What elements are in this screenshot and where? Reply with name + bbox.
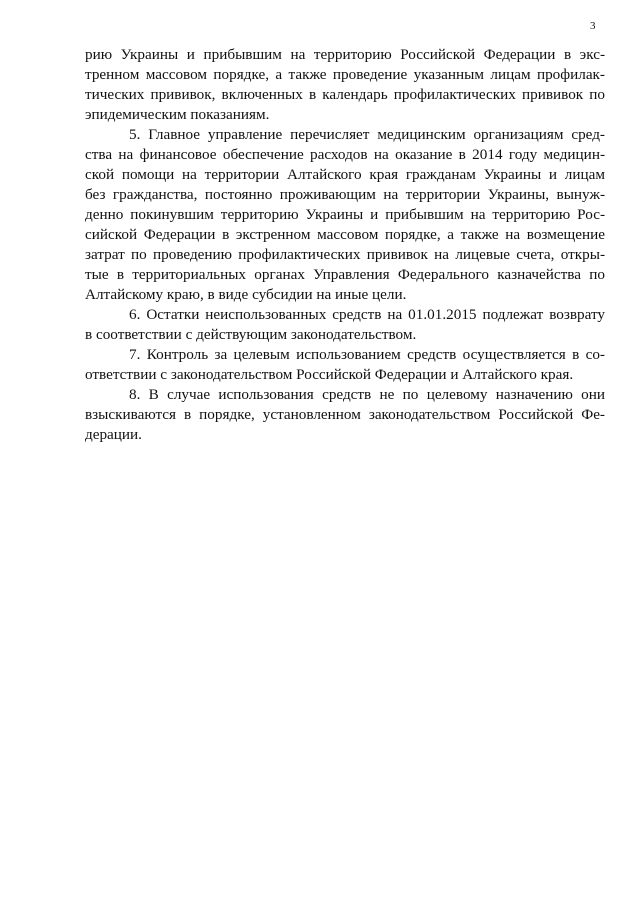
text-line: тые в территориальных органах Управления Федерального казначейства по <box>85 266 605 283</box>
text-line: 5. Главное управление перечисляет медицинским организациям сред- <box>129 126 605 143</box>
text-line: рию Украины и прибывшим на территорию Российской Федерации в экс- <box>85 46 605 63</box>
document-body <box>85 45 605 445</box>
text-line: затрат по проведению профилактических прививок на лицевые счета, откры- <box>85 246 605 263</box>
text-line: ской помощи на территории Алтайского края гражданам Украины и лицам <box>85 166 605 183</box>
text-line: в соответствии с действующим законодательством. <box>85 326 417 343</box>
text-line: эпидемическим показаниям. <box>85 106 270 123</box>
text-line: Алтайскому краю, в виде субсидии на иные цели. <box>85 286 407 303</box>
text-line: дерации. <box>85 426 142 443</box>
text-line: денно покинувшим территорию Украины и прибывшим на территорию Рос- <box>85 206 605 223</box>
text-line: без гражданства, постоянно проживающим на территории Украины, вынуж- <box>85 186 605 203</box>
page-number: 3 <box>590 20 596 32</box>
text-line: 8. В случае использования средств не по целевому назначению они <box>129 386 605 403</box>
text-line: ства на финансовое обеспечение расходов на оказание в 2014 году медицин- <box>85 146 605 163</box>
text-line: взыскиваются в порядке, установленном законодательством Российской Фе- <box>85 406 605 423</box>
text-line: тических прививок, включенных в календарь профилактических прививок по <box>85 86 605 103</box>
text-line: ответствии с законодательством Российской Федерации и Алтайского края. <box>85 366 574 383</box>
text-line: 7. Контроль за целевым использованием средств осуществляется в со- <box>129 346 605 363</box>
text-line: тренном массовом порядке, а также проведение указанным лицам профилак- <box>85 66 605 83</box>
text-line: сийской Федерации в экстренном массовом порядке, а также на возмещение <box>85 226 605 243</box>
text-line: 6. Остатки неиспользованных средств на 01.01.2015 подлежат возврату <box>129 306 605 323</box>
